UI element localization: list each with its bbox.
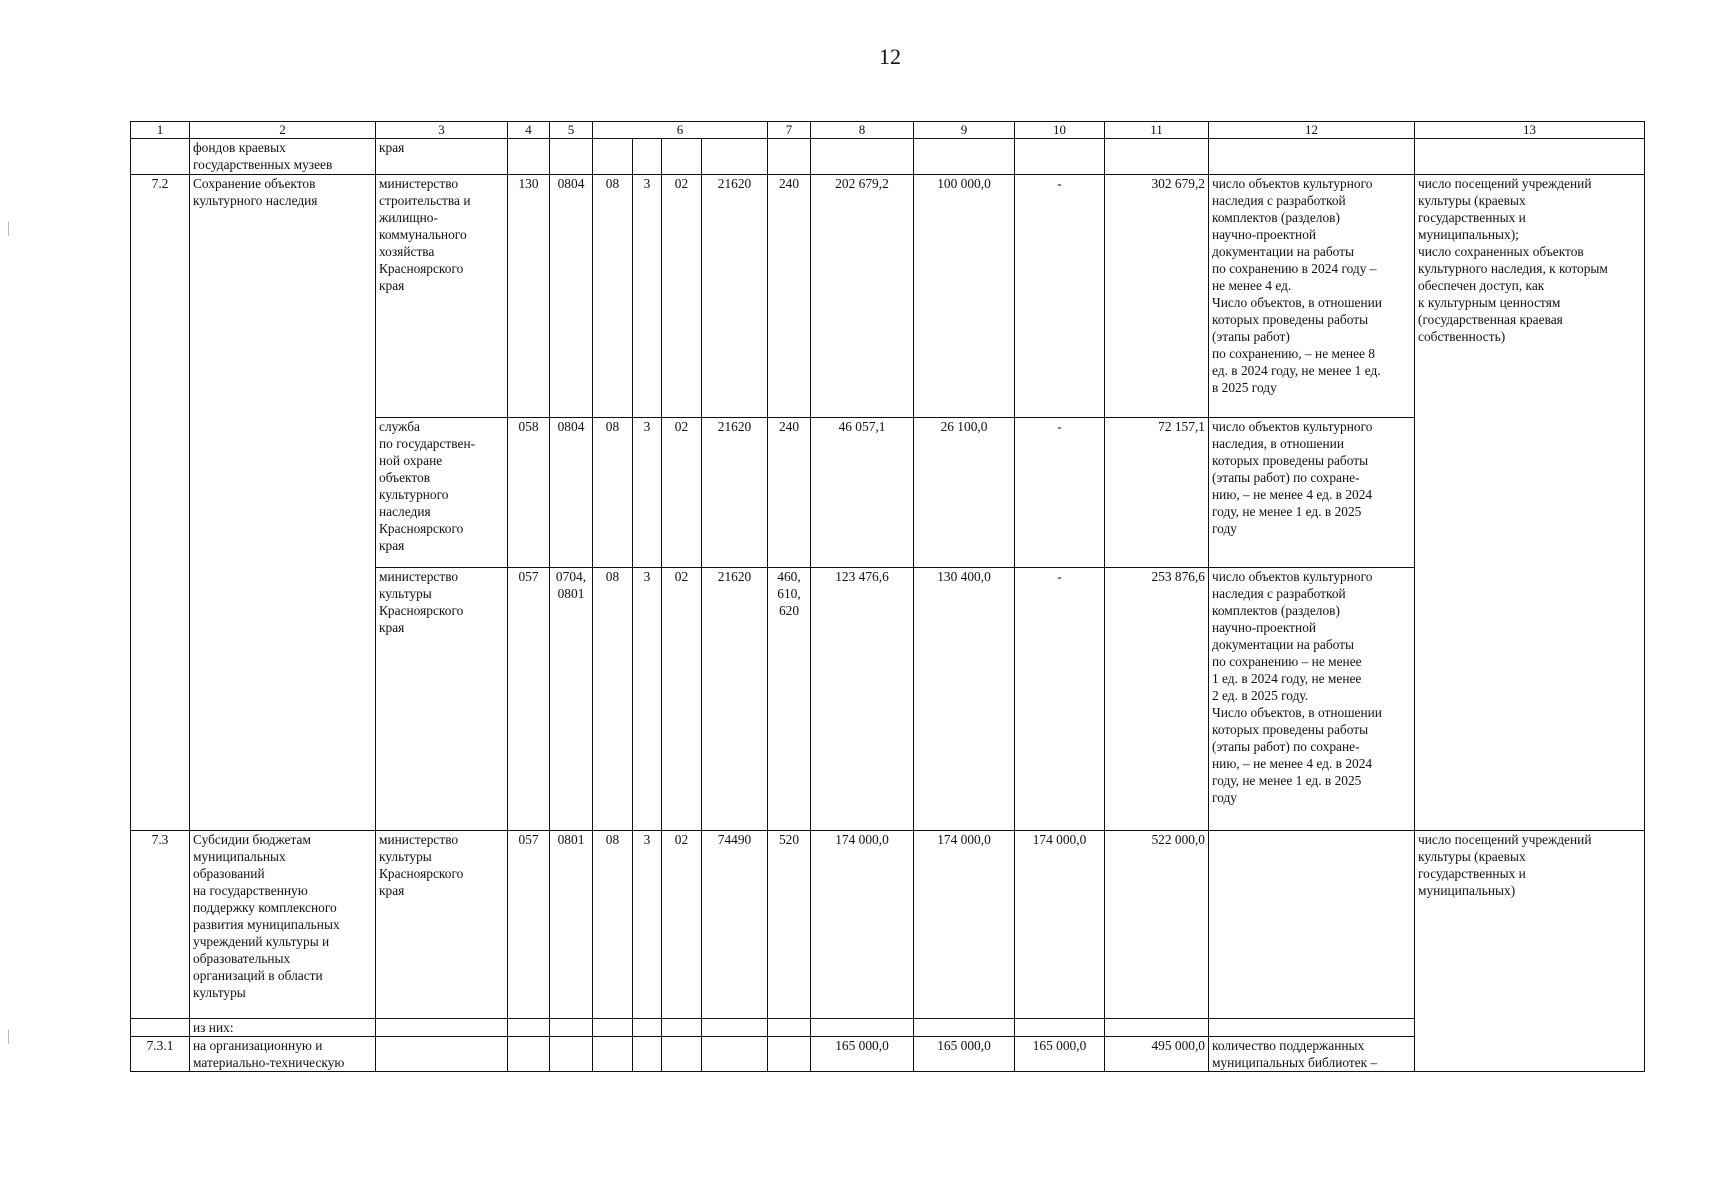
cell-name: Субсидии бюджетам муниципальных образований на государственную поддержку комплексного развития муниципальных учреждений культуры и образовательных организаций в области культуры — [190, 831, 376, 1019]
cell-col10: 174 000,0 — [1015, 831, 1105, 1019]
header-col-13: 13 — [1415, 122, 1645, 139]
cell-name: на организационную и материально-техническую — [190, 1037, 376, 1072]
cell-col6c: 02 — [662, 831, 702, 1019]
cell-empty — [1015, 1019, 1105, 1037]
cell-empty — [768, 1019, 811, 1037]
header-col-8: 8 — [811, 122, 914, 139]
header-col-9: 9 — [914, 122, 1015, 139]
header-col-7: 7 — [768, 122, 811, 139]
cell-col6b: 3 — [633, 175, 662, 418]
cell-col6a: 08 — [593, 568, 633, 831]
cell-num: 7.2 — [131, 175, 190, 831]
cell-col6b: 3 — [633, 568, 662, 831]
cell-col7: 520 — [768, 831, 811, 1019]
table-row-7-2-a — [131, 175, 1645, 418]
cell-empty — [633, 139, 662, 175]
cell-name: Сохранение объектов культурного наследия — [190, 175, 376, 831]
cell-col6d: 21620 — [702, 175, 768, 418]
cell-org: министерство строительства и жилищно- коммунального хозяйства Красноярского края — [376, 175, 508, 418]
cell-num: 7.3 — [131, 831, 190, 1019]
cell-empty — [702, 1019, 768, 1037]
cell-col5: 0704, 0801 — [550, 568, 593, 831]
cell-col8: 174 000,0 — [811, 831, 914, 1019]
header-col-3: 3 — [376, 122, 508, 139]
cell-col11: 253 876,6 — [1105, 568, 1209, 831]
cell-empty — [550, 1019, 593, 1037]
cell-col9: 100 000,0 — [914, 175, 1015, 418]
cell-empty — [914, 139, 1015, 175]
cell-col11: 495 000,0 — [1105, 1037, 1209, 1072]
cell-col8: 123 476,6 — [811, 568, 914, 831]
cell-col6a: 08 — [593, 418, 633, 568]
cell-col4: 057 — [508, 568, 550, 831]
cell-col10: - — [1015, 568, 1105, 831]
cell-empty — [662, 1037, 702, 1072]
cell-name: из них: — [190, 1019, 376, 1037]
header-col-6: 6 — [593, 122, 768, 139]
cell-empty — [914, 1019, 1015, 1037]
scan-edge-mark — [8, 1030, 9, 1044]
cell-col12: число объектов культурного наследия с разработкой комплектов (разделов) научно-проектной документации на работы по сохранению в 2024 году – не менее 4 ед. Число объектов, в отношении которых проведены работы (этапы работ) по сохранению, – не менее 8 ед. в 2024 году, не менее 1 ед. в 2025 году — [1209, 175, 1415, 418]
header-col-4: 4 — [508, 122, 550, 139]
cell-empty — [376, 1037, 508, 1072]
cell-name: фондов краевых государственных музеев — [190, 139, 376, 175]
header-col-2: 2 — [190, 122, 376, 139]
cell-empty — [768, 1037, 811, 1072]
cell-col12: количество поддержанных муниципальных библиотек – — [1209, 1037, 1415, 1072]
cell-col6c: 02 — [662, 568, 702, 831]
cell-col12: число объектов культурного наследия, в отношении которых проведены работы (этапы работ) по сохране- нию, – не менее 4 ед. в 2024 году, не менее 1 ед. в 2025 году — [1209, 418, 1415, 568]
cell-org: служба по государствен- ной охране объектов культурного наследия Красноярского края — [376, 418, 508, 568]
cell-empty — [508, 1019, 550, 1037]
cell-col12: число объектов культурного наследия с разработкой комплектов (разделов) научно-проектной документации на работы по сохранению – не менее 1 ед. в 2024 году, не менее 2 ед. в 2025 году. Число объектов, в отношении которых проведены работы (этапы работ) по сохране- нию, – не менее 4 ед. в 2024 году, не менее 1 ед. в 2025 году — [1209, 568, 1415, 831]
cell-empty — [1015, 139, 1105, 175]
cell-empty — [131, 1019, 190, 1037]
budget-table — [130, 121, 1645, 1072]
cell-empty — [550, 139, 593, 175]
cell-empty — [633, 1037, 662, 1072]
cell-empty — [633, 1019, 662, 1037]
cell-empty — [662, 139, 702, 175]
cell-col8: 202 679,2 — [811, 175, 914, 418]
header-col-11: 11 — [1105, 122, 1209, 139]
cell-col8: 165 000,0 — [811, 1037, 914, 1072]
cell-col6d: 21620 — [702, 568, 768, 831]
cell-empty — [508, 1037, 550, 1072]
cell-empty — [550, 1037, 593, 1072]
cell-empty — [376, 1019, 508, 1037]
cell-empty — [1209, 1019, 1415, 1037]
cell-empty — [508, 139, 550, 175]
table-row-continuation — [131, 139, 1645, 175]
cell-col12 — [1209, 831, 1415, 1019]
cell-col6c: 02 — [662, 175, 702, 418]
scan-edge-mark — [8, 222, 9, 236]
cell-col4: 130 — [508, 175, 550, 418]
cell-col10: - — [1015, 418, 1105, 568]
cell-col7: 240 — [768, 175, 811, 418]
cell-col6a: 08 — [593, 831, 633, 1019]
cell-col5: 0804 — [550, 418, 593, 568]
cell-num — [131, 139, 190, 175]
cell-col11: 302 679,2 — [1105, 175, 1209, 418]
header-col-12: 12 — [1209, 122, 1415, 139]
cell-col8: 46 057,1 — [811, 418, 914, 568]
cell-empty — [811, 1019, 914, 1037]
table-row-7-3 — [131, 831, 1645, 1019]
cell-col9: 174 000,0 — [914, 831, 1015, 1019]
cell-col4: 057 — [508, 831, 550, 1019]
cell-empty — [702, 139, 768, 175]
cell-empty — [593, 139, 633, 175]
cell-org: края — [376, 139, 508, 175]
cell-col7: 240 — [768, 418, 811, 568]
cell-empty — [1105, 139, 1209, 175]
cell-col9: 130 400,0 — [914, 568, 1015, 831]
page-number: 12 — [879, 44, 901, 69]
cell-col4: 058 — [508, 418, 550, 568]
cell-col7: 460, 610, 620 — [768, 568, 811, 831]
cell-col6d: 21620 — [702, 418, 768, 568]
cell-empty — [768, 139, 811, 175]
cell-num: 7.3.1 — [131, 1037, 190, 1072]
cell-org: министерство культуры Красноярского края — [376, 831, 508, 1019]
cell-empty — [593, 1037, 633, 1072]
cell-col11: 522 000,0 — [1105, 831, 1209, 1019]
cell-empty — [1209, 139, 1415, 175]
cell-col11: 72 157,1 — [1105, 418, 1209, 568]
cell-col10: 165 000,0 — [1015, 1037, 1105, 1072]
cell-col6c: 02 — [662, 418, 702, 568]
cell-col9: 165 000,0 — [914, 1037, 1015, 1072]
cell-col5: 0804 — [550, 175, 593, 418]
header-col-5: 5 — [550, 122, 593, 139]
header-col-10: 10 — [1015, 122, 1105, 139]
cell-empty — [662, 1019, 702, 1037]
cell-empty — [1105, 1019, 1209, 1037]
cell-col6a: 08 — [593, 175, 633, 418]
cell-empty — [811, 139, 914, 175]
cell-col13: число посещений учреждений культуры (краевых государственных и муниципальных) — [1415, 831, 1645, 1072]
cell-col13: число посещений учреждений культуры (краевых государственных и муниципальных); число сохраненных объектов культурного наследия, к которым обеспечен доступ, как к культурным ценностям (государственная краевая собственность) — [1415, 175, 1645, 831]
header-row — [131, 122, 1645, 139]
cell-col5: 0801 — [550, 831, 593, 1019]
cell-empty — [1415, 139, 1645, 175]
cell-col6b: 3 — [633, 831, 662, 1019]
cell-col10: - — [1015, 175, 1105, 418]
cell-org: министерство культуры Красноярского края — [376, 568, 508, 831]
header-col-1: 1 — [131, 122, 190, 139]
cell-col6b: 3 — [633, 418, 662, 568]
cell-col9: 26 100,0 — [914, 418, 1015, 568]
cell-empty — [702, 1037, 768, 1072]
cell-col6d: 74490 — [702, 831, 768, 1019]
cell-empty — [593, 1019, 633, 1037]
